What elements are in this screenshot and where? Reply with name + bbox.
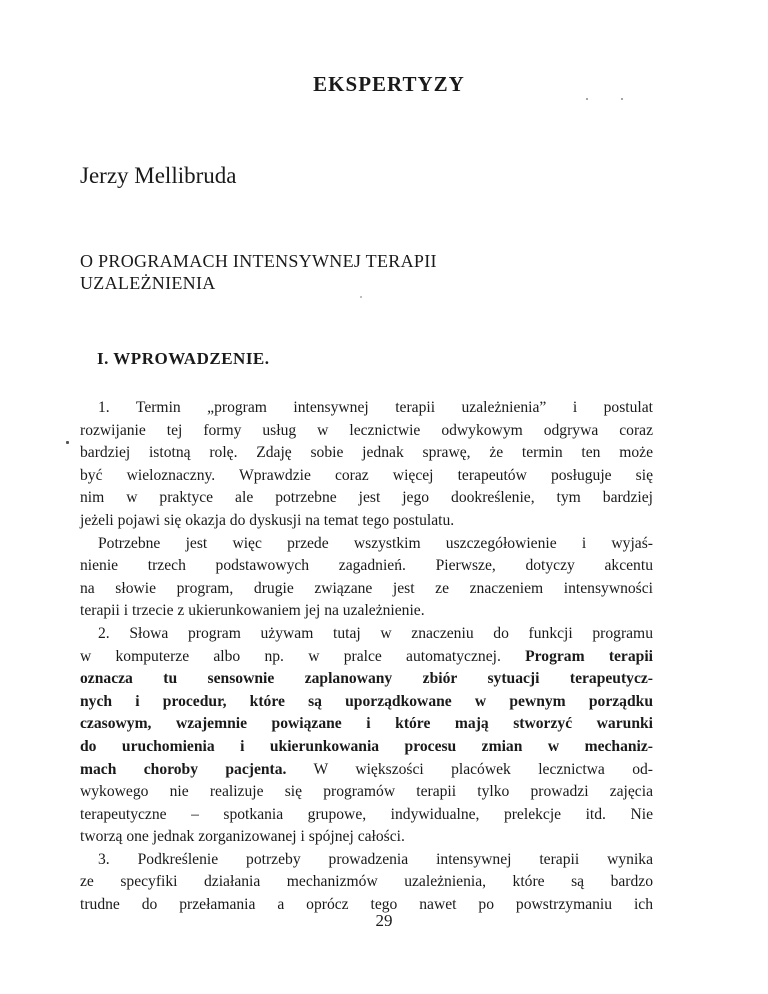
paragraph-line: nim w praktyce ale potrzebne jest jego dookreślenie, tym bardziej	[80, 489, 653, 507]
paragraph-line: ze specyfiki działania mechanizmów uzależnienia, które są bardzo	[80, 873, 653, 891]
paragraph-line: rozwijanie tej formy usług w lecznictwie odwykowym odgrywa coraz	[80, 421, 653, 439]
bold-text: mach choroby pacjenta.	[80, 760, 287, 778]
paragraph-line: mach choroby pacjenta. W większości placówek lecznictwa od-	[80, 760, 653, 778]
chapter-heading: I. WPROWADZENIE.	[97, 349, 270, 368]
paragraph-line	[80, 668, 653, 691]
paragraph-line: 3. Podkreślenie potrzeby prowadzenia intensywnej terapii wynika	[98, 850, 653, 868]
paragraph-line: trudne do przełamania a oprócz tego nawet po powstrzymaniu ich	[80, 896, 653, 914]
paragraph-line: terapeutyczne – spotkania grupowe, indywidualne, prelekcje itd. Nie	[80, 805, 653, 823]
article-title-line: UZALEŻNIENIA	[80, 273, 216, 293]
bold-text: czasowym, wzajemnie powiązane i które mają stworzyć warunki	[80, 715, 653, 733]
section-title: EKSPERTYZY	[313, 72, 465, 96]
scan-speck	[66, 441, 69, 444]
body-text	[80, 397, 653, 917]
paragraph-line: terapii i trzecie z ukierunkowaniem jej na uzależnienie.	[80, 602, 425, 620]
paragraph-line: Potrzebne jest więc przede wszystkim uszczegółowienie i wyjaś-	[98, 534, 653, 552]
bold-text: Program terapii	[525, 647, 653, 665]
paragraph-line	[80, 736, 653, 759]
bold-text: oznacza tu sensownie zaplanowany zbiór sytuacji terapeutycz-	[80, 670, 653, 688]
scan-speck	[621, 98, 623, 100]
paragraph-line: wykowego nie realizuje się programów terapii tylko prowadzi zajęcia	[80, 783, 653, 801]
paragraph-line: jeżeli pojawi się okazja do dyskusji na temat tego postulatu.	[80, 511, 455, 529]
paragraph-line: bardziej istotną rolę. Zdaję sobie jednak sprawę, że termin ten może	[80, 444, 653, 462]
bold-text: nych i procedur, które są uporządkowane w pewnym porządku	[80, 692, 653, 710]
author-name: Jerzy Mellibruda	[80, 163, 237, 188]
paragraph-line: 2. Słowa program używam tutaj w znaczeniu do funkcji programu	[98, 624, 653, 642]
paragraph-line: tworzą one jednak zorganizowanej i spójnej całości.	[80, 828, 405, 846]
scan-speck	[360, 296, 362, 298]
article-title	[80, 250, 437, 294]
paragraph-line: w komputerze albo np. w pralce automatycznej. Program terapii	[80, 647, 653, 665]
paragraph-line: nienie trzech podstawowych zagadnień. Pierwsze, dotyczy akcentu	[80, 557, 653, 575]
bold-text: do uruchomienia i ukierunkowania procesu zmian w mechaniz-	[80, 737, 653, 755]
article-title-line: O PROGRAMACH INTENSYWNEJ TERAPII	[80, 251, 437, 271]
paragraph-line	[80, 713, 653, 736]
scan-speck	[586, 98, 588, 100]
paragraph-line: na słowie program, drugie związane jest ze znaczeniem intensywności	[80, 579, 653, 597]
paragraph-line: być wieloznaczny. Wprawdzie coraz więcej terapeutów posługuje się	[80, 466, 653, 484]
paragraph-line	[80, 691, 653, 714]
paragraph-line: 1. Termin „program intensywnej terapii uzależnienia” i postulat	[98, 399, 653, 416]
page-number: 29	[375, 911, 393, 930]
